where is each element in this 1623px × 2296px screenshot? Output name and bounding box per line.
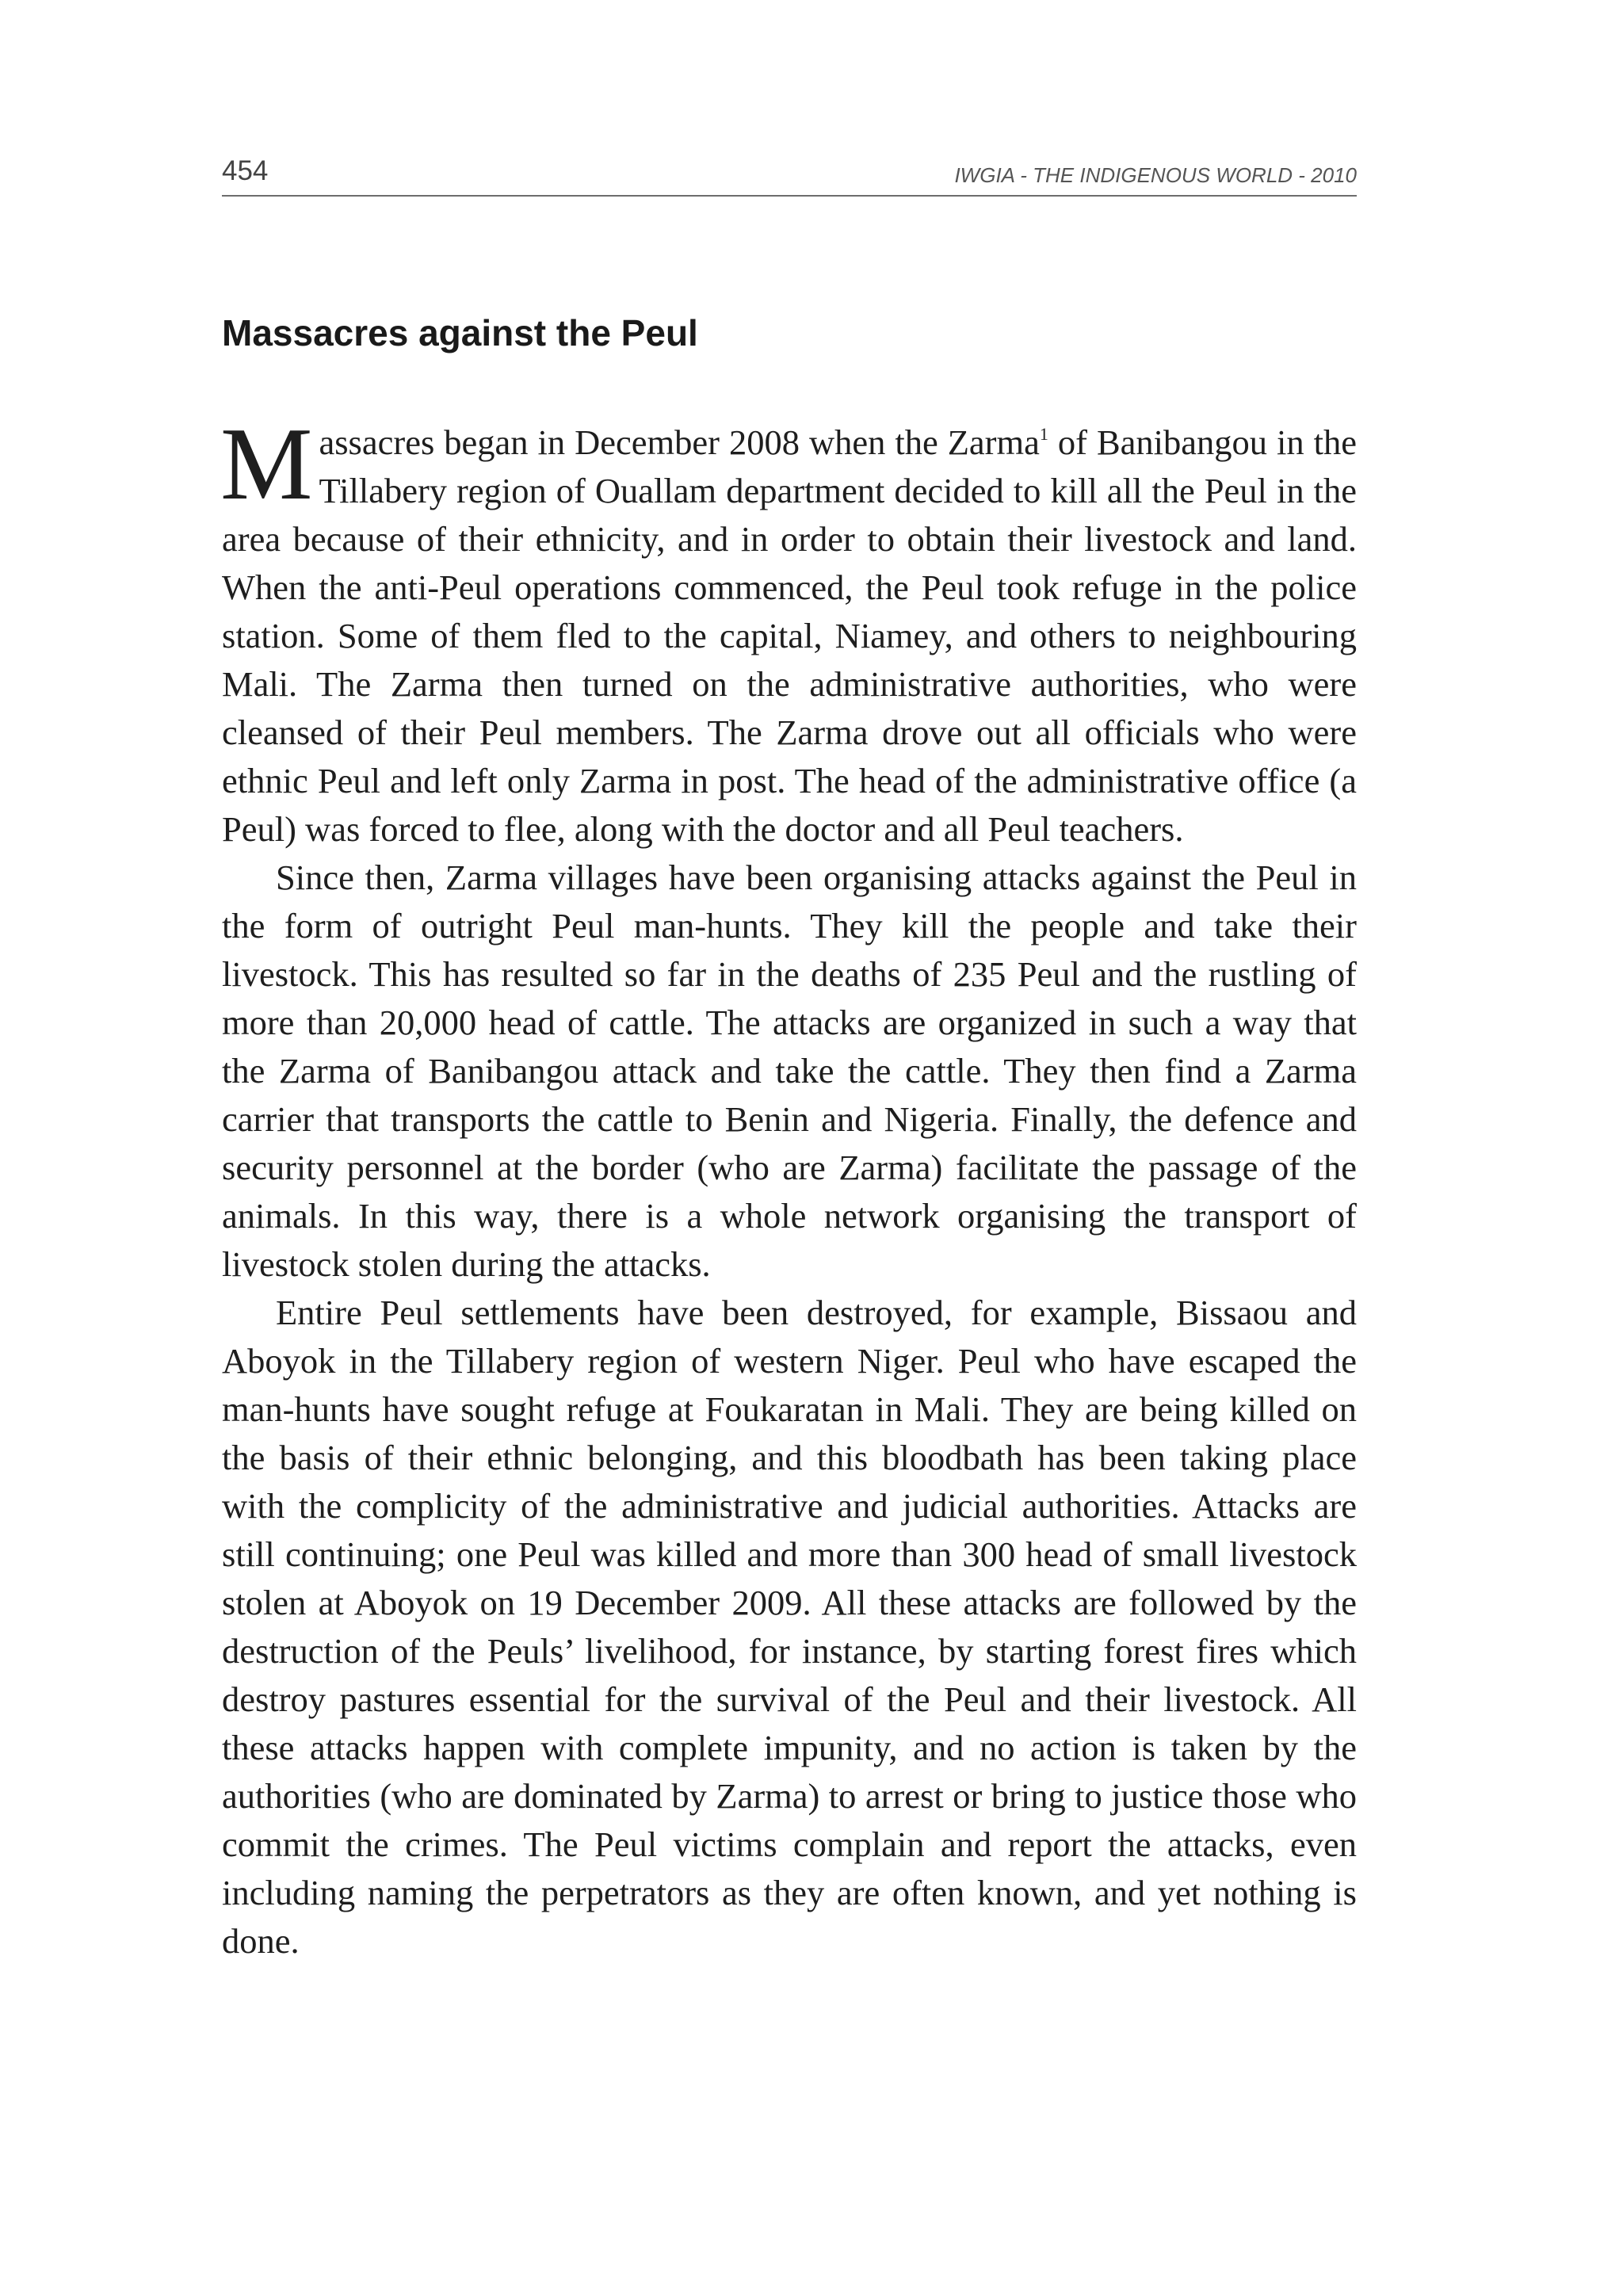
footnote-reference[interactable]: 1	[1039, 424, 1048, 444]
section-heading: Massacres against the Peul	[222, 312, 698, 353]
paragraph-1-text-start: assacres began in December 2008 when the Zarma	[319, 422, 1040, 462]
paragraph-2: Since then, Zarma villages have been organising attacks against the Peul in the form of outright Peul man-hunts. They kill the people and take their livestock. This has resulted so far in the deaths of 235 Peul and the rustling of more than 20,000 head of cattle. The attacks are organized in such a way that the Zarma of Banibangou attack and take the cattle. They then find a Zarma carrier that transports the cattle to Benin and Nigeria. Finally, the defence and security personnel at the border (who are Zarma) facilitate the passage of the animals. In this way, there is a whole network organising the transport of livestock stolen during the attacks.	[222, 858, 1357, 1284]
page-number: 454	[222, 155, 269, 186]
body-text	[220, 407, 1357, 1966]
paragraph-3: Entire Peul settlements have been destroyed, for example, Bissaou and Aboyok in the Tillabery region of western Niger. Peul who have escaped the man-hunts have sought refuge at Foukaratan in Mali. They are being killed on the basis of their ethnic belonging, and this bloodbath has been taking place with the complicity of the administrative and judicial authorities. Attacks are still continuing; one Peul was killed and more than 300 head of small livestock stolen at Aboyok on 19 December 2009. All these attacks are followed by the destruction of the Peuls’ livelihood, for instance, by starting forest fires which destroy pastures essential for the survival of the Peul and their livestock. All these attacks happen with complete impunity, and no action is taken by the authorities (who are dominated by Zarma) to arrest or bring to justice those who commit the crimes. The Peul victims complain and report the attacks, even including naming the perpetrators as they are often known, and yet nothing is done.	[222, 1293, 1357, 1961]
running-title: IWGIA - THE INDIGENOUS WORLD - 2010	[954, 163, 1357, 187]
paragraph-1-text-rest: of Banibangou in the Tillabery region of Ouallam department decided to kill all the Peul in the area because of their ethnicity, and in order to obtain their livestock and land. When the anti-Peul operations commenced, the Peul took refuge in the police station. Some of them fled to the capital, Niamey, and others to neighbouring Mali. The Zarma then turned on the administrative authorities, who were cleansed of their Peul members. The Zarma drove out all officials who were ethnic Peul and left only Zarma in post. The head of the administrative office (a Peul) was forced to flee, along with the doctor and all Peul teachers.	[222, 422, 1357, 849]
drop-cap: M	[220, 407, 313, 521]
running-header	[222, 155, 1357, 197]
paragraph-1	[220, 407, 1357, 854]
